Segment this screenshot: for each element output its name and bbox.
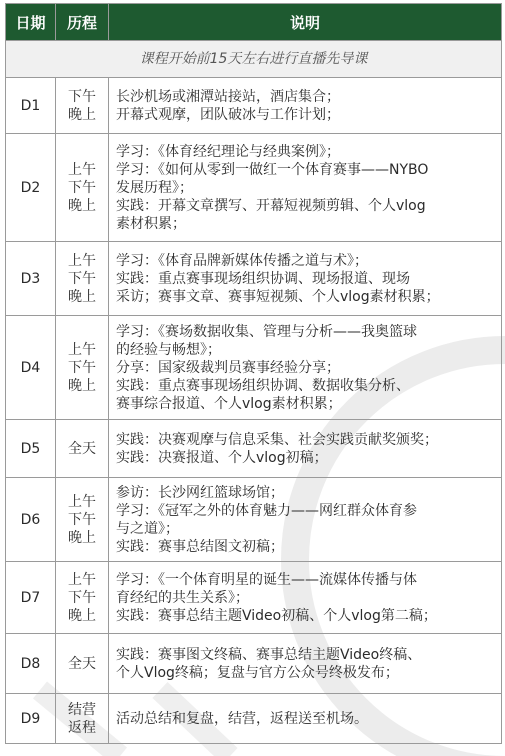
table-row xyxy=(6,562,502,634)
description-cell: 长沙机场或湘潭站接站，酒店集合； 开幕式观摩，团队破冰与工作计划； xyxy=(109,78,502,134)
description-cell: 实践：决赛观摩与信息采集、社会实践贡献奖颁奖； 实践：决赛报道、个人vlog初稿； xyxy=(109,420,502,478)
day-cell: D9 xyxy=(6,694,56,744)
intro-text: 课程开始前15天左右进行直播先导课 xyxy=(6,41,502,78)
description-cell: 学习：《赛场数据收集、管理与分析——我奥篮球 的经验与畅想》； 分享：国家级裁判员赛事经验分享； 实践：重点赛事现场组织协调、数据收集分析、 赛事综合报道、个人vlog素材积累； xyxy=(109,316,502,420)
table-row xyxy=(6,694,502,744)
session-cell: 全天 xyxy=(56,634,109,694)
session-cell: 结营 返程 xyxy=(56,694,109,744)
day-cell: D2 xyxy=(6,134,56,242)
header-desc: 说明 xyxy=(109,4,502,41)
header-day: 日期 xyxy=(6,4,56,41)
day-cell: D8 xyxy=(6,634,56,694)
table-row xyxy=(6,478,502,562)
session-cell: 上午 下午 晚上 xyxy=(56,562,109,634)
session-cell: 上午 下午 晚上 xyxy=(56,242,109,316)
description-cell: 学习：《体育经纪理论与经典案例》； 学习：《如何从零到一做红一个体育赛事——NYBO 发展历程》； 实践：开幕文章撰写、开幕短视频剪辑、个人vlog 素材积累； xyxy=(109,134,502,242)
day-cell: D3 xyxy=(6,242,56,316)
intro-row xyxy=(6,41,502,78)
description-cell: 实践：赛事图文终稿、赛事总结主题Video终稿、 个人Vlog终稿；复盘与官方公众号终极发布； xyxy=(109,634,502,694)
session-cell: 上午 下午 晚上 xyxy=(56,478,109,562)
description-cell: 参访：长沙网红篮球场馆； 学习：《冠军之外的体育魅力——网红群众体育参 与之道》； 实践：赛事总结图文初稿； xyxy=(109,478,502,562)
table-row xyxy=(6,634,502,694)
day-cell: D1 xyxy=(6,78,56,134)
session-cell: 上午 下午 晚上 xyxy=(56,316,109,420)
session-cell: 上午 下午 晚上 xyxy=(56,134,109,242)
day-cell: D5 xyxy=(6,420,56,478)
table-row xyxy=(6,134,502,242)
table-header-row xyxy=(6,4,502,41)
day-cell: D6 xyxy=(6,478,56,562)
day-cell: D7 xyxy=(6,562,56,634)
session-cell: 下午 晚上 xyxy=(56,78,109,134)
table-row xyxy=(6,420,502,478)
day-cell: D4 xyxy=(6,316,56,420)
schedule-table xyxy=(5,3,502,744)
description-cell: 学习：《体育品牌新媒体传播之道与术》； 实践：重点赛事现场组织协调、现场报道、现场 采访；赛事文章、赛事短视频、个人vlog素材积累； xyxy=(109,242,502,316)
header-session: 历程 xyxy=(56,4,109,41)
description-cell: 学习：《一个体育明星的诞生——流媒体传播与体 育经纪的共生关系》； 实践：赛事总结主题Video初稿、个人vlog第二稿； xyxy=(109,562,502,634)
description-cell: 活动总结和复盘，结营，返程送至机场。 xyxy=(109,694,502,744)
table-row xyxy=(6,242,502,316)
table-row xyxy=(6,316,502,420)
session-cell: 全天 xyxy=(56,420,109,478)
table-row xyxy=(6,78,502,134)
